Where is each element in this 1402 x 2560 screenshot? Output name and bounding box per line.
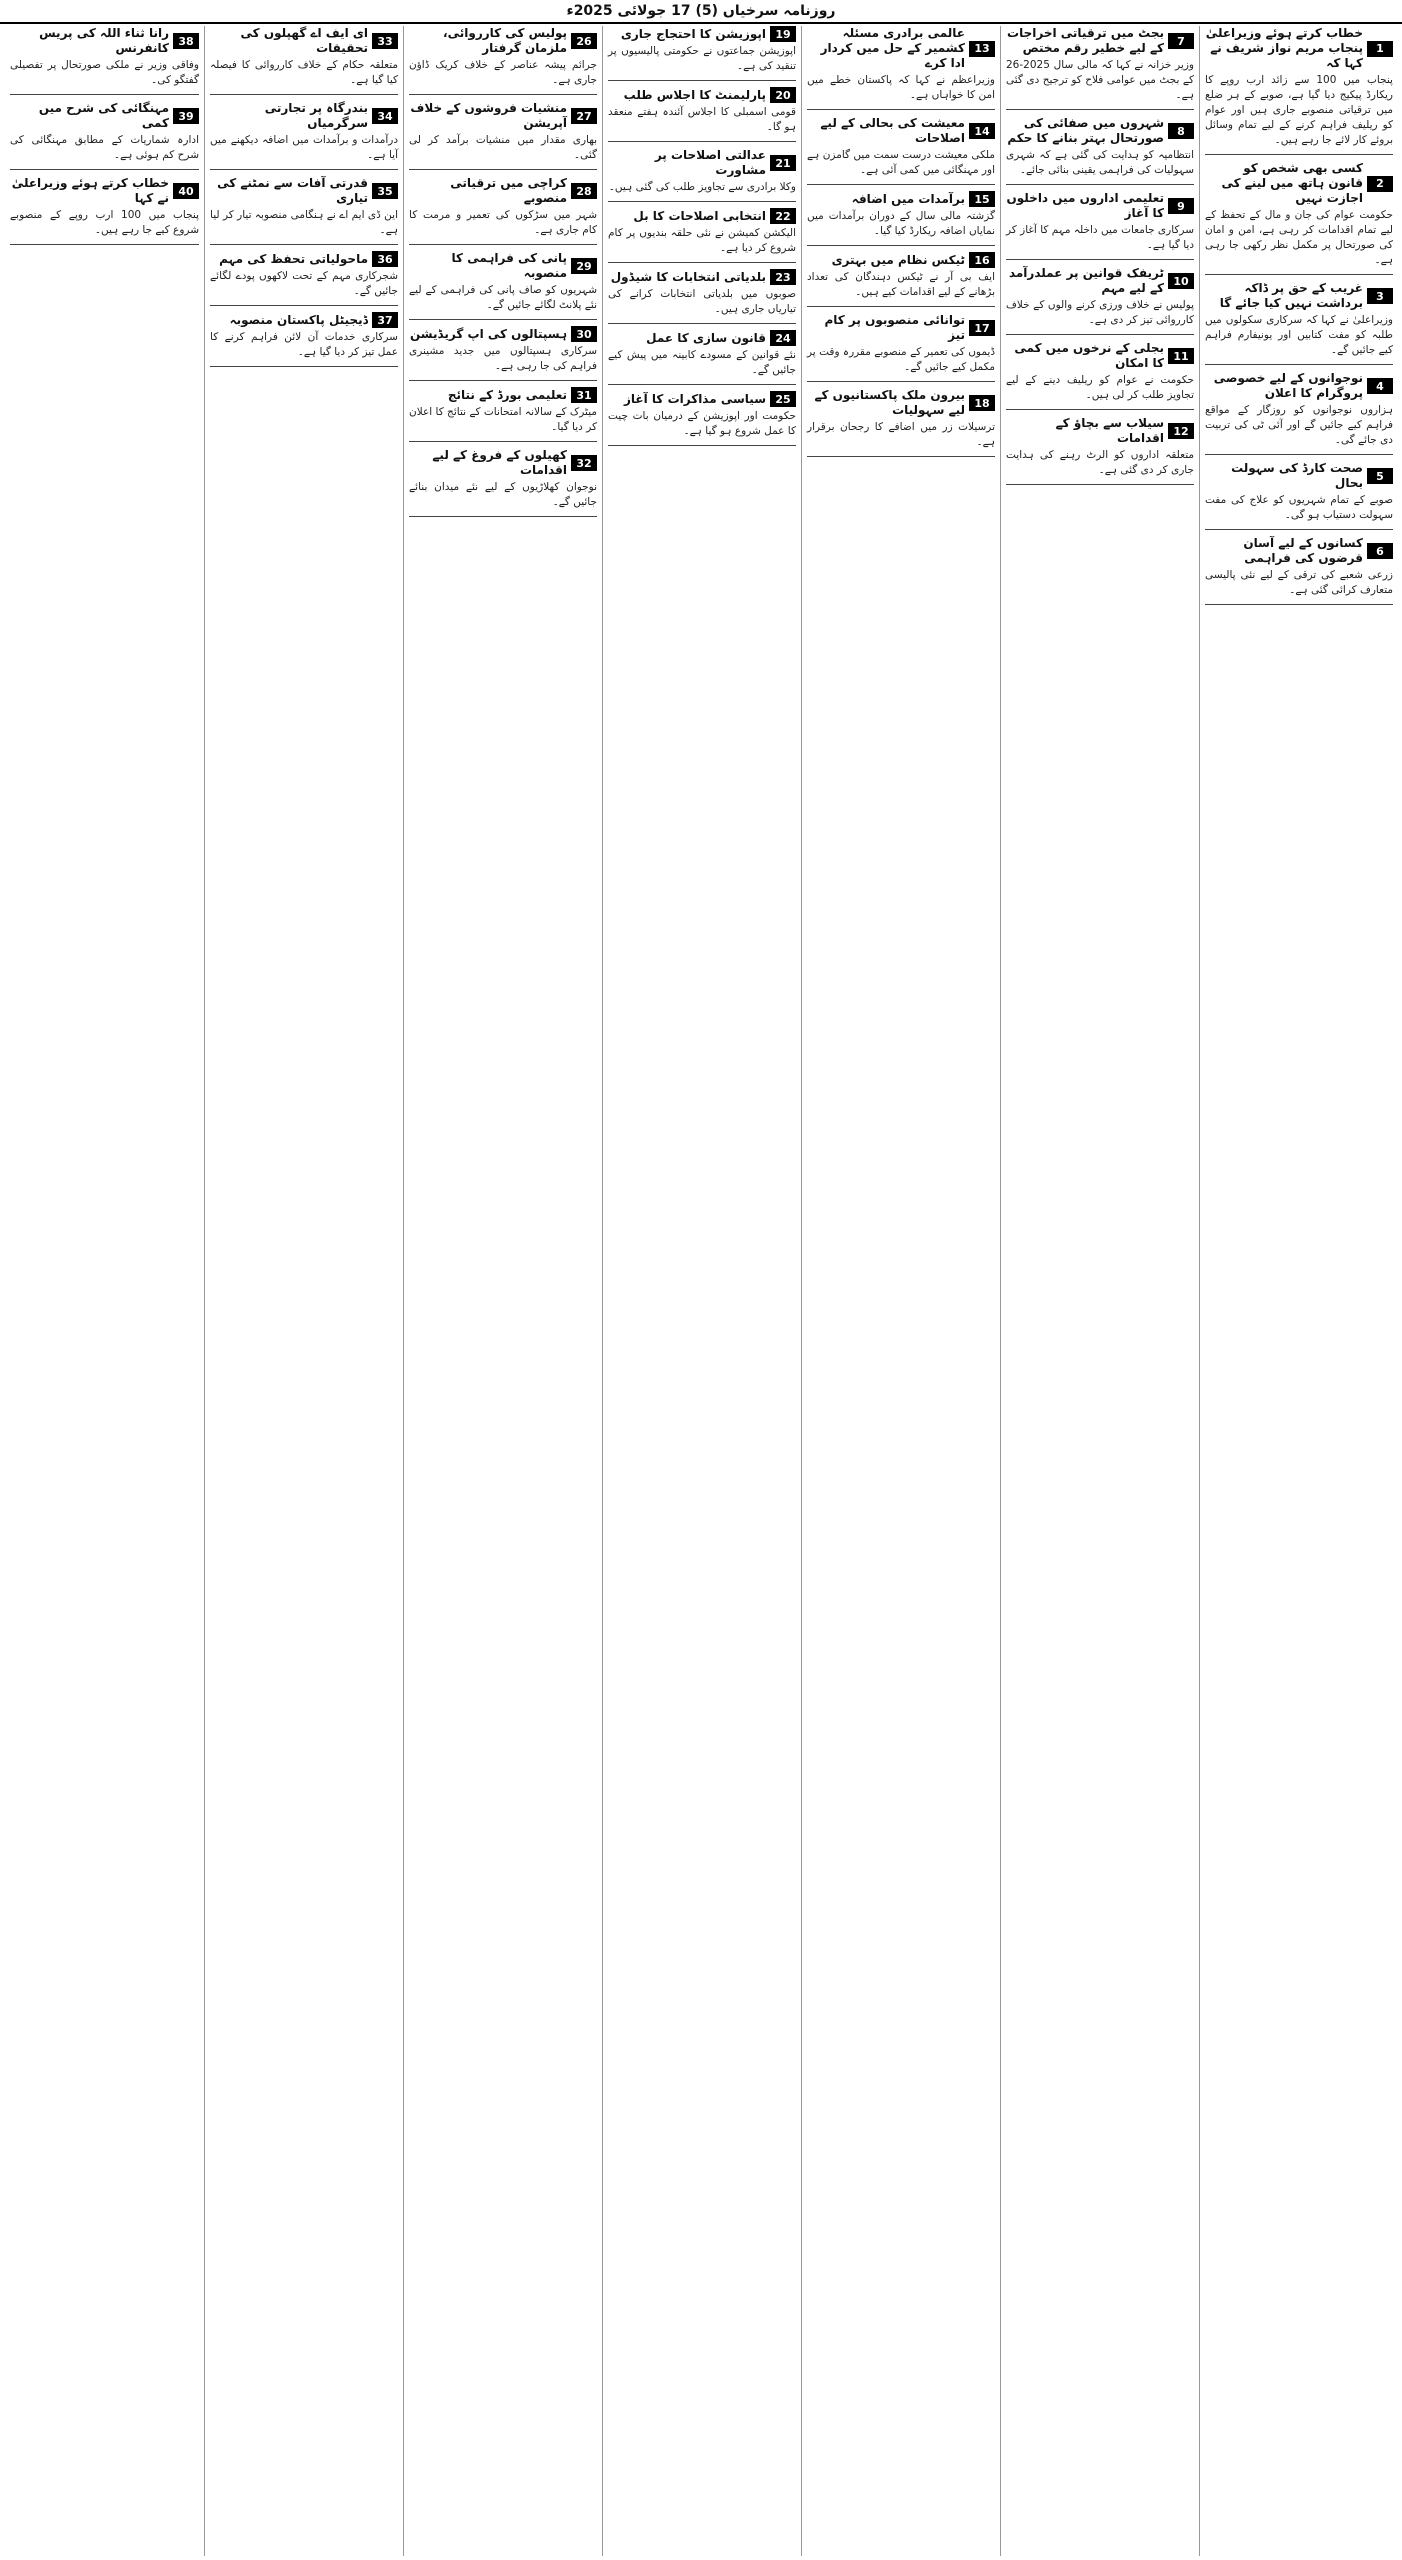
news-number-badge: 37 <box>372 312 398 328</box>
news-number-badge: 26 <box>571 33 597 49</box>
news-item-header <box>409 387 597 403</box>
news-number-badge: 6 <box>1367 543 1393 559</box>
news-item <box>409 101 597 163</box>
item-separator <box>608 445 796 446</box>
news-body: سرکاری جامعات میں داخلہ مہم کا آغاز کر دیا گیا ہے۔ <box>1006 224 1194 251</box>
news-column <box>602 26 801 2556</box>
news-number-badge: 5 <box>1367 468 1393 484</box>
news-body: حکومت نے عوام کو ریلیف دینے کے لیے تجاویز طلب کر لی ہیں۔ <box>1006 374 1194 401</box>
news-item <box>1006 191 1194 253</box>
news-column <box>1000 26 1199 2556</box>
news-item-header <box>807 191 995 207</box>
item-separator <box>1006 259 1194 260</box>
news-item-header <box>1006 191 1194 221</box>
news-item <box>807 252 995 300</box>
news-number-badge: 15 <box>969 191 995 207</box>
news-headline: صحت کارڈ کی سہولت بحال <box>1231 461 1363 490</box>
news-item <box>608 269 796 317</box>
news-headline: عالمی برادری مسئلہ کشمیر کے حل میں کردار ادا کرے <box>820 26 965 70</box>
news-item-header <box>409 326 597 342</box>
news-item-header <box>10 176 199 206</box>
item-separator <box>608 201 796 202</box>
news-item <box>409 387 597 435</box>
news-number-badge: 21 <box>770 155 796 171</box>
news-body: ڈیموں کی تعمیر کے منصوبے مقررہ وقت پر مکمل کیے جائیں گے۔ <box>807 346 995 373</box>
news-headline: ماحولیاتی تحفظ کی مہم <box>219 251 368 266</box>
item-separator <box>1006 409 1194 410</box>
news-body: وزیر خزانہ نے کہا کہ مالی سال 2025-26 کے بجٹ میں عوامی فلاح کو ترجیح دی گئی ہے۔ <box>1006 59 1194 101</box>
news-item <box>1205 371 1393 448</box>
item-separator <box>807 109 995 110</box>
news-item <box>807 191 995 239</box>
news-item-header <box>1205 281 1393 311</box>
news-item <box>608 391 796 439</box>
news-item-header <box>1205 461 1393 491</box>
news-headline: توانائی منصوبوں پر کام تیز <box>824 313 965 342</box>
item-separator <box>409 94 597 95</box>
news-item-header <box>210 312 398 328</box>
news-body: جرائم پیشہ عناصر کے خلاف کریک ڈاؤن جاری ہے۔ <box>409 59 597 86</box>
news-number-badge: 34 <box>372 108 398 124</box>
item-separator <box>1205 529 1393 530</box>
news-headline: انتخابی اصلاحات کا بل <box>633 208 766 223</box>
news-item <box>409 251 597 313</box>
news-body: الیکشن کمیشن نے نئی حلقہ بندیوں پر کام شروع کر دیا ہے۔ <box>608 227 796 254</box>
news-item <box>210 101 398 163</box>
news-body: انتظامیہ کو ہدایت کی گئی ہے کہ شہری سہولیات کی فراہمی یقینی بنائی جائے۔ <box>1006 149 1194 176</box>
news-headline: معیشت کی بحالی کے لیے اصلاحات <box>820 116 965 145</box>
item-separator <box>10 169 199 170</box>
item-separator <box>1205 604 1393 605</box>
item-separator <box>807 306 995 307</box>
news-number-badge: 1 <box>1367 41 1393 57</box>
news-body: ادارہ شماریات کے مطابق مہنگائی کی شرح کم ہوئی ہے۔ <box>10 134 199 161</box>
news-body: این ڈی ایم اے نے ہنگامی منصوبہ تیار کر لیا ہے۔ <box>210 209 398 236</box>
news-item-header <box>608 26 796 42</box>
item-separator <box>1205 154 1393 155</box>
news-body: سرکاری خدمات آن لائن فراہم کرنے کا عمل تیز کر دیا گیا ہے۔ <box>210 331 398 358</box>
news-headline: پولیس کی کارروائی، ملزمان گرفتار <box>443 26 567 55</box>
news-column <box>204 26 403 2556</box>
news-item-header <box>1006 116 1194 146</box>
news-item-header <box>1006 341 1194 371</box>
news-item <box>1006 116 1194 178</box>
item-separator <box>807 456 995 457</box>
news-item-header <box>210 251 398 267</box>
news-headline: منشیات فروشوں کے خلاف آپریشن <box>410 101 567 130</box>
news-body: وزیراعلیٰ نے کہا کہ سرکاری سکولوں میں طلبہ کو مفت کتابیں اور یونیفارم فراہم کیے جائیں گے۔ <box>1205 314 1393 356</box>
news-number-badge: 24 <box>770 330 796 346</box>
news-item-header <box>409 26 597 56</box>
news-body: سرکاری ہسپتالوں میں جدید مشینری فراہم کی جا رہی ہے۔ <box>409 345 597 372</box>
item-separator <box>10 94 199 95</box>
news-item <box>409 176 597 238</box>
news-headline: ڈیجیٹل پاکستان منصوبہ <box>229 312 368 327</box>
news-item-header <box>10 101 199 131</box>
news-body: ملکی معیشت درست سمت میں گامزن ہے اور مہنگائی میں کمی آئی ہے۔ <box>807 149 995 176</box>
news-item <box>210 312 398 360</box>
news-headline: بجٹ میں ترقیاتی اخراجات کے لیے خطیر رقم مختص <box>1007 26 1164 55</box>
news-item <box>1205 281 1393 358</box>
news-body: میٹرک کے سالانہ امتحانات کے نتائج کا اعلان کر دیا گیا۔ <box>409 406 597 433</box>
item-separator <box>409 319 597 320</box>
news-item-header <box>807 388 995 418</box>
news-headline: ہسپتالوں کی اپ گریڈیشن <box>409 326 567 341</box>
news-body: وفاقی وزیر نے ملکی صورتحال پر تفصیلی گفتگو کی۔ <box>10 59 199 86</box>
news-body: متعلقہ حکام کے خلاف کارروائی کا فیصلہ کیا گیا ہے۔ <box>210 59 398 86</box>
masthead-title: روزنامہ سرخیاں (5) 17 جولائی 2025ء <box>566 3 836 19</box>
news-body: شجرکاری مہم کے تحت لاکھوں پودے لگائے جائیں گے۔ <box>210 270 398 297</box>
news-item-header <box>409 176 597 206</box>
news-number-badge: 11 <box>1168 348 1194 364</box>
news-item <box>409 448 597 510</box>
news-item <box>608 87 796 135</box>
item-separator <box>409 169 597 170</box>
newspaper-page <box>4 26 1398 2556</box>
news-item <box>409 326 597 374</box>
news-item <box>608 148 796 195</box>
news-headline: تعلیمی اداروں میں داخلوں کا آغاز <box>1006 191 1164 220</box>
news-item <box>1006 26 1194 103</box>
news-headline: پانی کی فراہمی کا منصوبہ <box>451 251 567 280</box>
item-separator <box>608 141 796 142</box>
item-separator <box>1006 184 1194 185</box>
item-separator <box>1006 109 1194 110</box>
news-number-badge: 29 <box>571 258 597 274</box>
news-item-header <box>210 176 398 206</box>
news-item <box>608 330 796 378</box>
news-number-badge: 36 <box>372 251 398 267</box>
news-column <box>5 26 204 2556</box>
item-separator <box>1006 334 1194 335</box>
news-number-badge: 18 <box>969 395 995 411</box>
news-headline: تعلیمی بورڈ کے نتائج <box>447 387 567 402</box>
news-number-badge: 22 <box>770 208 796 224</box>
news-headline: اپوزیشن کا احتجاج جاری <box>620 26 766 41</box>
news-item-header <box>807 252 995 268</box>
news-headline: سیاسی مذاکرات کا آغاز <box>624 391 766 406</box>
news-item <box>10 26 199 88</box>
news-headline: کسانوں کے لیے آسان قرضوں کی فراہمی <box>1243 536 1363 565</box>
item-separator <box>807 184 995 185</box>
news-number-badge: 10 <box>1168 273 1194 289</box>
news-item-header <box>608 330 796 346</box>
item-separator <box>608 262 796 263</box>
news-item <box>409 26 597 88</box>
item-separator <box>409 244 597 245</box>
item-separator <box>1205 364 1393 365</box>
item-separator <box>608 80 796 81</box>
news-item <box>807 388 995 450</box>
news-item <box>1205 536 1393 598</box>
item-separator <box>210 305 398 306</box>
news-body: صوبے کے تمام شہریوں کو علاج کی مفت سہولت دستیاب ہو گی۔ <box>1205 494 1393 521</box>
news-item <box>10 101 199 163</box>
news-item <box>10 176 199 238</box>
news-body: نئے قوانین کے مسودے کابینہ میں پیش کیے جائیں گے۔ <box>608 349 796 376</box>
news-body: ترسیلات زر میں اضافے کا رجحان برقرار ہے۔ <box>807 421 995 448</box>
item-separator <box>807 381 995 382</box>
news-item-header <box>1006 26 1194 56</box>
news-number-badge: 35 <box>372 183 398 199</box>
news-item <box>210 26 398 88</box>
news-body: ایف بی آر نے ٹیکس دہندگان کی تعداد بڑھانے کے لیے اقدامات کیے ہیں۔ <box>807 271 995 298</box>
news-number-badge: 12 <box>1168 423 1194 439</box>
news-item <box>807 116 995 178</box>
news-body: شہر میں سڑکوں کی تعمیر و مرمت کا کام جاری ہے۔ <box>409 209 597 236</box>
news-item-header <box>210 101 398 131</box>
news-item-header <box>1006 416 1194 446</box>
news-number-badge: 19 <box>770 26 796 42</box>
news-body: بھاری مقدار میں منشیات برآمد کر لی گئی۔ <box>409 134 597 161</box>
item-separator <box>210 366 398 367</box>
news-number-badge: 27 <box>571 108 597 124</box>
news-item <box>210 251 398 299</box>
news-item-header <box>409 101 597 131</box>
news-headline: بلدیاتی انتخابات کا شیڈول <box>610 269 766 284</box>
news-headline: مہنگائی کی شرح میں کمی <box>38 101 169 130</box>
news-item-header <box>1205 536 1393 566</box>
news-item-header <box>210 26 398 56</box>
item-separator <box>1205 274 1393 275</box>
news-number-badge: 16 <box>969 252 995 268</box>
news-body: متعلقہ اداروں کو الرٹ رہنے کی ہدایت جاری کر دی گئی ہے۔ <box>1006 449 1194 476</box>
item-separator <box>608 384 796 385</box>
item-separator <box>409 380 597 381</box>
item-separator <box>210 94 398 95</box>
news-headline: خطاب کرتے ہوئے وزیراعلیٰ نے کہا <box>11 176 169 205</box>
news-headline: قدرتی آفات سے نمٹنے کی تیاری <box>217 176 368 205</box>
masthead <box>0 0 1402 24</box>
news-item-header <box>807 26 995 71</box>
news-item <box>1205 26 1393 148</box>
news-item <box>608 26 796 74</box>
news-number-badge: 31 <box>571 387 597 403</box>
news-item-header <box>608 208 796 224</box>
news-item-header <box>608 269 796 285</box>
item-separator <box>409 516 597 517</box>
item-separator <box>1006 484 1194 485</box>
news-headline: کھیلوں کے فروغ کے لیے اقدامات <box>432 448 567 477</box>
item-separator <box>210 244 398 245</box>
news-headline: کسی بھی شخص کو قانون ہاتھ میں لینے کی اجازت نہیں <box>1221 161 1363 205</box>
news-number-badge: 14 <box>969 123 995 139</box>
news-body: گزشتہ مالی سال کے دوران برآمدات میں نمایاں اضافہ ریکارڈ کیا گیا۔ <box>807 210 995 237</box>
news-body: اپوزیشن جماعتوں نے حکومتی پالیسیوں پر تنقید کی ہے۔ <box>608 45 796 72</box>
item-separator <box>807 245 995 246</box>
news-headline: نوجوانوں کے لیے خصوصی پروگرام کا اعلان <box>1213 371 1363 400</box>
news-number-badge: 4 <box>1367 378 1393 394</box>
news-body: قومی اسمبلی کا اجلاس آئندہ ہفتے منعقد ہو گا۔ <box>608 106 796 133</box>
item-separator <box>210 169 398 170</box>
news-number-badge: 3 <box>1367 288 1393 304</box>
news-body: ہزاروں نوجوانوں کو روزگار کے مواقع فراہم کیے جائیں گے اور آئی ٹی کی تربیت دی جائے گی۔ <box>1205 404 1393 446</box>
news-headline: قانون سازی کا عمل <box>646 330 766 345</box>
news-item <box>1205 461 1393 523</box>
news-number-badge: 33 <box>372 33 398 49</box>
item-separator <box>608 323 796 324</box>
news-item <box>1006 416 1194 478</box>
news-item-header <box>608 87 796 103</box>
news-body: صوبوں میں بلدیاتی انتخابات کرانے کی تیاریاں جاری ہیں۔ <box>608 288 796 315</box>
news-body: پنجاب میں 100 ارب روپے کے منصوبے شروع کیے جا رہے ہیں۔ <box>10 209 199 236</box>
news-number-badge: 25 <box>770 391 796 407</box>
news-item <box>1006 266 1194 328</box>
news-number-badge: 39 <box>173 108 199 124</box>
news-number-badge: 30 <box>571 326 597 342</box>
news-number-badge: 2 <box>1367 176 1393 192</box>
item-separator <box>409 441 597 442</box>
news-body: شہریوں کو صاف پانی کی فراہمی کے لیے نئے پلانٹ لگائے جائیں گے۔ <box>409 284 597 311</box>
news-column <box>403 26 602 2556</box>
news-body: پولیس نے خلاف ورزی کرنے والوں کے خلاف کارروائی تیز کر دی ہے۔ <box>1006 299 1194 326</box>
news-headline: کراچی میں ترقیاتی منصوبے <box>450 176 567 205</box>
news-number-badge: 28 <box>571 183 597 199</box>
news-headline: ٹیکس نظام میں بہتری <box>831 252 965 267</box>
news-item-header <box>409 251 597 281</box>
news-number-badge: 23 <box>770 269 796 285</box>
news-headline: برآمدات میں اضافہ <box>851 191 965 206</box>
news-number-badge: 9 <box>1168 198 1194 214</box>
news-headline: پارلیمنٹ کا اجلاس طلب <box>623 87 766 102</box>
news-headline: بندرگاہ پر تجارتی سرگرمیاں <box>264 101 368 130</box>
news-item <box>1006 341 1194 403</box>
news-number-badge: 20 <box>770 87 796 103</box>
news-number-badge: 13 <box>969 41 995 57</box>
news-item <box>1205 161 1393 268</box>
news-item-header <box>1006 266 1194 296</box>
news-body: وکلا برادری سے تجاویز طلب کی گئی ہیں۔ <box>608 181 796 193</box>
news-body: پنجاب میں 100 سے زائد ارب روپے کا ریکارڈ پیکیج دیا گیا ہے، صوبے کے ہر ضلع میں ترقیاتی منصوبے جاری ہیں اور عوام کو ریلیف فراہم کرنے کے لیے تمام وسائل بروئے کار لائے جا رہے ہیں۔ <box>1205 74 1393 146</box>
news-number-badge: 38 <box>173 33 199 49</box>
news-item-header <box>1205 161 1393 206</box>
news-column <box>1199 26 1398 2556</box>
news-headline: بجلی کے نرخوں میں کمی کا امکان <box>1014 341 1164 370</box>
item-separator <box>1205 454 1393 455</box>
news-headline: رانا ثناء اللہ کی پریس کانفرنس <box>39 26 169 55</box>
news-item <box>210 176 398 238</box>
news-item <box>807 313 995 375</box>
news-body: نوجوان کھلاڑیوں کے لیے نئے میدان بنائے جائیں گے۔ <box>409 481 597 508</box>
news-headline: بیرون ملک پاکستانیوں کے لیے سہولیات <box>814 388 965 417</box>
news-headline: خطاب کرتے ہوئے وزیراعلیٰ پنجاب مریم نواز شریف نے کہا کہ <box>1205 26 1363 70</box>
news-body: حکومت اور اپوزیشن کے درمیان بات چیت کا عمل شروع ہو گیا ہے۔ <box>608 410 796 437</box>
news-headline: غریب کے حق پر ڈاکہ برداشت نہیں کیا جائے گا <box>1219 281 1363 310</box>
news-headline: ٹریفک قوانین پر عملدرآمد کے لیے مہم <box>1008 266 1164 295</box>
news-item-header <box>1205 371 1393 401</box>
news-item-header <box>608 148 796 178</box>
news-headline: ای ایف اے گھپلوں کی تحقیقات <box>240 26 368 55</box>
news-item <box>608 208 796 256</box>
news-body: درآمدات و برآمدات میں اضافہ دیکھنے میں آیا ہے۔ <box>210 134 398 161</box>
news-body: حکومت عوام کی جان و مال کے تحفظ کے لیے تمام اقدامات کر رہی ہے، امن و امان کی صورتحال پر مکمل نظر رکھی جا رہی ہے۔ <box>1205 209 1393 266</box>
item-separator <box>10 244 199 245</box>
news-number-badge: 32 <box>571 455 597 471</box>
news-body: زرعی شعبے کی ترقی کے لیے نئی پالیسی متعارف کرائی گئی ہے۔ <box>1205 569 1393 596</box>
news-item-header <box>608 391 796 407</box>
news-headline: سیلاب سے بچاؤ کے اقدامات <box>1055 416 1164 445</box>
news-headline: عدالتی اصلاحات پر مشاورت <box>654 148 766 177</box>
news-item-header <box>1205 26 1393 71</box>
news-headline: شہروں میں صفائی کی صورتحال بہتر بنانے کا حکم <box>1007 116 1164 145</box>
news-number-badge: 8 <box>1168 123 1194 139</box>
news-item-header <box>807 116 995 146</box>
news-number-badge: 40 <box>173 183 199 199</box>
news-item-header <box>807 313 995 343</box>
news-item-header <box>409 448 597 478</box>
news-body: وزیراعظم نے کہا کہ پاکستان خطے میں امن کا خواہاں ہے۔ <box>807 74 995 101</box>
news-number-badge: 17 <box>969 320 995 336</box>
news-column <box>801 26 1000 2556</box>
news-item <box>807 26 995 103</box>
news-item-header <box>10 26 199 56</box>
news-number-badge: 7 <box>1168 33 1194 49</box>
